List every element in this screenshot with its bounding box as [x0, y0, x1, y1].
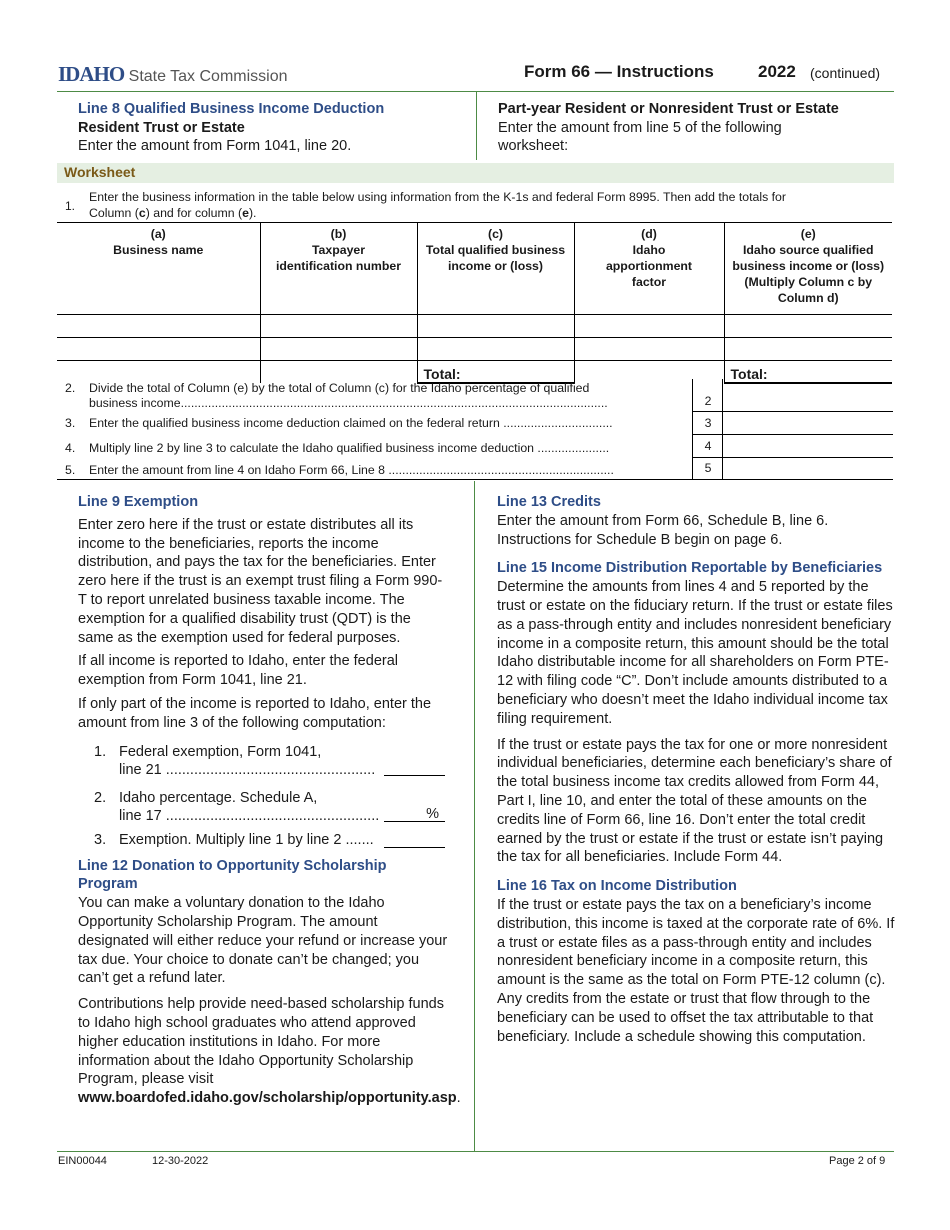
- form-year: 2022: [758, 62, 796, 81]
- table-header-row: [57, 223, 892, 315]
- line8-resident-text: Enter the amount from Form 1041, line 20.: [78, 138, 352, 154]
- line8-heading: Line 8 Qualified Business Income Deduction: [78, 101, 385, 117]
- line15-heading: Line 15 Income Distribution Reportable by Beneficiaries: [497, 560, 883, 577]
- worksheet-step1-number: 1.: [65, 199, 76, 213]
- total-qbi-cell[interactable]: [417, 338, 574, 361]
- total-column-e[interactable]: Total:: [724, 361, 892, 384]
- step3-box-number: 3: [692, 412, 723, 435]
- line8-resident-subheading: Resident Trust or Estate: [78, 119, 245, 136]
- exemption-field[interactable]: [384, 831, 445, 848]
- form-title: Form 66 — Instructions: [524, 62, 714, 81]
- footer-date: 12-30-2022: [152, 1155, 209, 1167]
- line9-para3: If only part of the income is reported to Idaho, enter the amount from line 3 of the following computation:: [78, 695, 432, 731]
- table-row: [57, 315, 892, 338]
- step4-box-number: 4: [692, 435, 723, 458]
- idaho-qbi-cell[interactable]: [724, 315, 892, 338]
- step2-box-number: 2: [692, 379, 723, 412]
- idaho-qbi-cell[interactable]: [724, 338, 892, 361]
- line13-heading: Line 13 Credits: [497, 494, 601, 510]
- continued-label: (continued): [810, 65, 881, 81]
- step5-amount-field[interactable]: [722, 458, 893, 480]
- right-column: [497, 493, 897, 1046]
- apportionment-cell[interactable]: [574, 315, 724, 338]
- percent-sign: %: [426, 805, 439, 822]
- line9-para1: Enter zero here if the trust or estate distributes all its income to the beneficiaries, reports the income distribution, and pays the tax for the beneficiaries. Enter zero here if the trust is an exempt trust filing a Form 990-T to report unrelated business taxable income. The exemption for a qualified disability trust (QDT) is the same as the exemption used for federal purposes.: [78, 516, 443, 646]
- line15-para2: If the trust or estate pays the tax for one or more nonresident individual beneficiaries, determine each beneficiary’s share of the total business income tax credits allowed from Form 44, Part I, line 10, and enter the total of these amounts on the credits line of Form 66, line 16. Don’t enter the total credit earned by the trust or estate if the trust or estate isn’t paying the tax for all beneficiaries. Include Form 44.: [497, 736, 892, 866]
- line8-nonresident-text-2: worksheet:: [498, 138, 569, 154]
- line13-para1: Enter the amount from Form 66, Schedule B, line 6. Instructions for Schedule B begin on page 6.: [497, 512, 829, 548]
- line8-nonresident-section: [498, 100, 888, 156]
- footer-form-id: EIN00044: [58, 1155, 107, 1167]
- idaho-logo-mark: IDAHO: [58, 62, 125, 86]
- worksheet-step1-text: [89, 189, 889, 221]
- column-divider: [474, 481, 475, 1151]
- total-qbi-cell[interactable]: [417, 315, 574, 338]
- agency-logo: [58, 62, 288, 87]
- step5-box-number: 5: [692, 458, 723, 480]
- worksheet-title: Worksheet: [64, 164, 136, 180]
- line16-para1: If the trust or estate pays the tax on a beneficiary’s income distribution, this income is taxed at the corporate rate of 6%. If a trust or estate files as a pass-through entity and includes nonresident beneficiary income in a composite return, this amount is the same as the total on Form PTE-12 column (c). Any credits from the estate or trust that flow through to the beneficiary can be used to offset the tax attributable to that beneficiary. Include a schedule showing this computation.: [497, 896, 895, 1045]
- apportionment-cell[interactable]: [574, 338, 724, 361]
- worksheet-step1-line1: Enter the business information in the table below using information from the K-1s and federal Form 8995. Then add the totals for: [89, 190, 786, 204]
- business-info-table: [57, 222, 892, 384]
- scholarship-link[interactable]: www.boardofed.idaho.gov/scholarship/opportunity.asp: [78, 1090, 457, 1107]
- line9-heading: Line 9 Exemption: [78, 494, 199, 510]
- line9-para2: If all income is reported to Idaho, enter the federal exemption from Form 1041, line 21.: [78, 653, 398, 689]
- computation-line-2: 2. Idaho percentage. Schedule A, line 17 ..................................................... %: [78, 789, 450, 831]
- left-column: [78, 493, 461, 1108]
- line15-para1: Determine the amounts from lines 4 and 5 reported by the trust or estate on the fiduciary return. If the trust or estate files as a pass-through entity and includes nonresident beneficiary income in a composite return, this amount should be the total Idaho distributable income for all shareholders on Form PTE-12 with filing code “C”. Don’t include amounts distributed to a beneficiary who doesn’t meet the Idaho individual income tax filing requirement.: [497, 579, 893, 727]
- agency-name: State Tax Commission: [128, 68, 288, 85]
- step4-amount-field[interactable]: [722, 435, 893, 458]
- total-row-blank: [57, 361, 260, 384]
- column-d-header: (d) Idaho apportionment factor: [574, 223, 724, 315]
- line12-heading: Line 12 Donation to Opportunity Scholarship Program: [78, 857, 387, 893]
- worksheet-band: [57, 163, 894, 183]
- line12-para2: Contributions help provide need-based scholarship funds to Idaho high school graduates who attend approved higher education institutions in Idaho. For more information about the Idaho Opportunity Scholarship Program, please visit www.boardofed.idaho.gov/scholarship/opportunity.asp.: [78, 996, 461, 1107]
- tin-cell[interactable]: [260, 315, 417, 338]
- line8-divider: [476, 92, 477, 160]
- total-row-blank: [260, 361, 417, 384]
- column-e-header: (e) Idaho source qualified business income or (loss) (Multiply Column c by Column d): [724, 223, 892, 315]
- total-column-c[interactable]: Total:: [417, 361, 574, 384]
- table-row: [57, 338, 892, 361]
- footer-page-number: Page 2 of 9: [829, 1155, 886, 1167]
- computation-line-1: 1. Federal exemption, Form 1041, line 21 ....................................................: [78, 743, 450, 787]
- computation-line-3: 3. Exemption. Multiply line 1 by line 2 .......: [78, 831, 450, 857]
- column-b-header: (b) Taxpayer identification number: [260, 223, 417, 315]
- step3-amount-field[interactable]: [722, 412, 893, 435]
- line12-para1: You can make a voluntary donation to the Idaho Opportunity Scholarship Program. The amount designated will either reduce your refund or increase your tax due. Your choice to donate can’t be changed; you can’t get a refund later.: [78, 895, 448, 987]
- tin-cell[interactable]: [260, 338, 417, 361]
- idaho-percentage-field[interactable]: [384, 805, 445, 822]
- line8-resident-section: [78, 100, 468, 156]
- footer-rule: [57, 1151, 894, 1152]
- column-c-header: (c) Total qualified business income or (loss): [417, 223, 574, 315]
- federal-exemption-field[interactable]: [384, 761, 445, 776]
- business-name-cell[interactable]: [57, 338, 260, 361]
- line16-heading: Line 16 Tax on Income Distribution: [497, 878, 737, 895]
- worksheet-bottom-rule: [57, 479, 893, 480]
- column-a-header: (a) Business name: [57, 223, 260, 315]
- step2-amount-field[interactable]: [722, 379, 893, 412]
- line8-nonresident-text-1: Enter the amount from line 5 of the following: [498, 119, 782, 136]
- worksheet-step1-line2: Column (c) and for column (e).: [89, 206, 257, 220]
- line8-nonresident-subheading: Part-year Resident or Nonresident Trust or Estate: [498, 101, 839, 117]
- business-name-cell[interactable]: [57, 315, 260, 338]
